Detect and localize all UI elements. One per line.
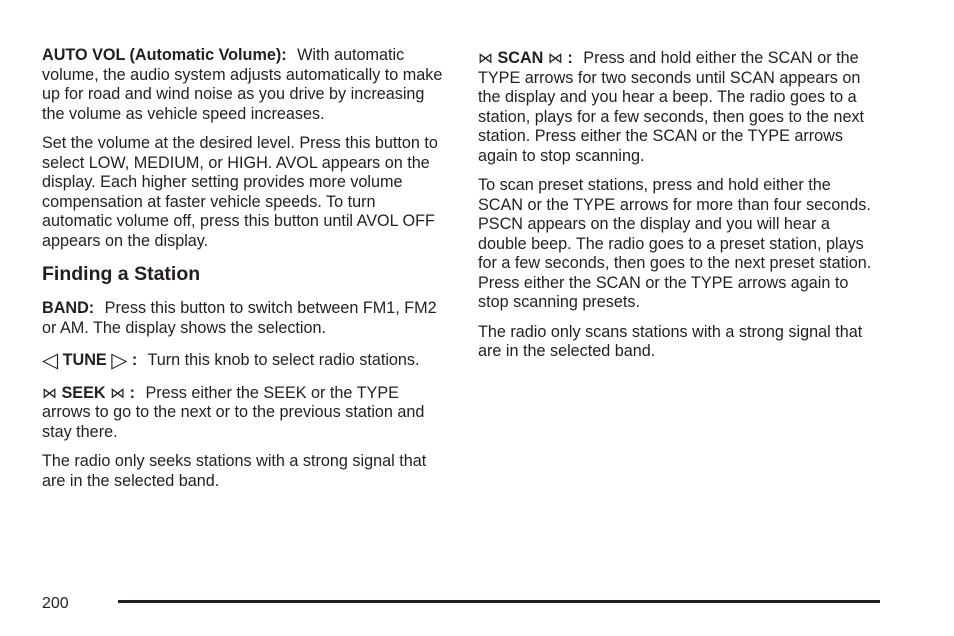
seek-right-icon: ⋈ [110,384,126,402]
scan-presets-paragraph: To scan preset stations, press and hold either the SCAN or the TYPE arrows for more than four seconds. PSCN appears on the display and you will hear a double beep. The radio goes to a preset station, plays for a few seconds, then goes to the next preset station. Press either the SCAN or the TYPE arrows again to stop scanning presets. [478,176,872,311]
seek-paragraph [42,384,444,443]
band-text: Press this button to switch between FM1, FM2 or AM. The display shows the selection. [42,299,437,337]
tune-colon: : [131,351,138,369]
seek-text: Press either the SEEK or the TYPE arrows to go to the next or to the previous station and stay there. [42,383,425,441]
scan-right-icon: ⋈ [547,50,563,67]
autovol-term: AUTO VOL (Automatic Volume): [42,46,287,64]
tune-term: TUNE [62,351,107,369]
right-column [478,49,878,372]
autovol-paragraph [42,46,444,124]
scan-term: SCAN [497,49,544,67]
scan-paragraph [478,49,878,166]
tune-text: Turn this knob to select radio stations. [147,351,420,369]
band-term: BAND: [42,299,95,317]
band-paragraph [42,299,444,338]
scan-left-icon: ⋈ [478,50,493,67]
autovol-settings-paragraph: Set the volume at the desired level. Press this button to select LOW, MEDIUM, or HIGH. AVOL appears on the display. Each higher setting provides more volume compensation at faster vehicle speeds. To turn automatic volume off, press this button until AVOL OFF appears on the display. [42,134,438,250]
autovol-text: With automatic volume, the audio system adjusts automatically to make up for road and wind noise as you drive by increasing the volume as vehicle speed increases. [42,46,443,123]
scan-text: Press and hold either the SCAN or the TYPE arrows for two seconds until SCAN appears on the display and you hear a beep. The radio goes to a station, plays for a few seconds, then goes to the next station. Press either the SCAN or the TYPE arrows again to stop scanning. [478,49,865,165]
seek-term: SEEK [61,383,106,402]
section-heading: Finding a Station [42,263,201,285]
tune-paragraph [42,351,444,371]
seek-left-icon: ⋈ [42,384,57,402]
scan-note-paragraph: The radio only scans stations with a strong signal that are in the selected band. [478,322,863,360]
tune-left-arrow-icon: ◁ [42,349,59,372]
tune-right-arrow-icon: ▷ [111,349,128,372]
footer-rule [118,600,880,603]
seek-colon: : [129,383,135,402]
left-column [42,46,444,501]
seek-note-paragraph: The radio only seeks stations with a strong signal that are in the selected band. [42,452,427,490]
scan-colon: : [567,49,573,67]
page-number: 200 [42,595,69,612]
